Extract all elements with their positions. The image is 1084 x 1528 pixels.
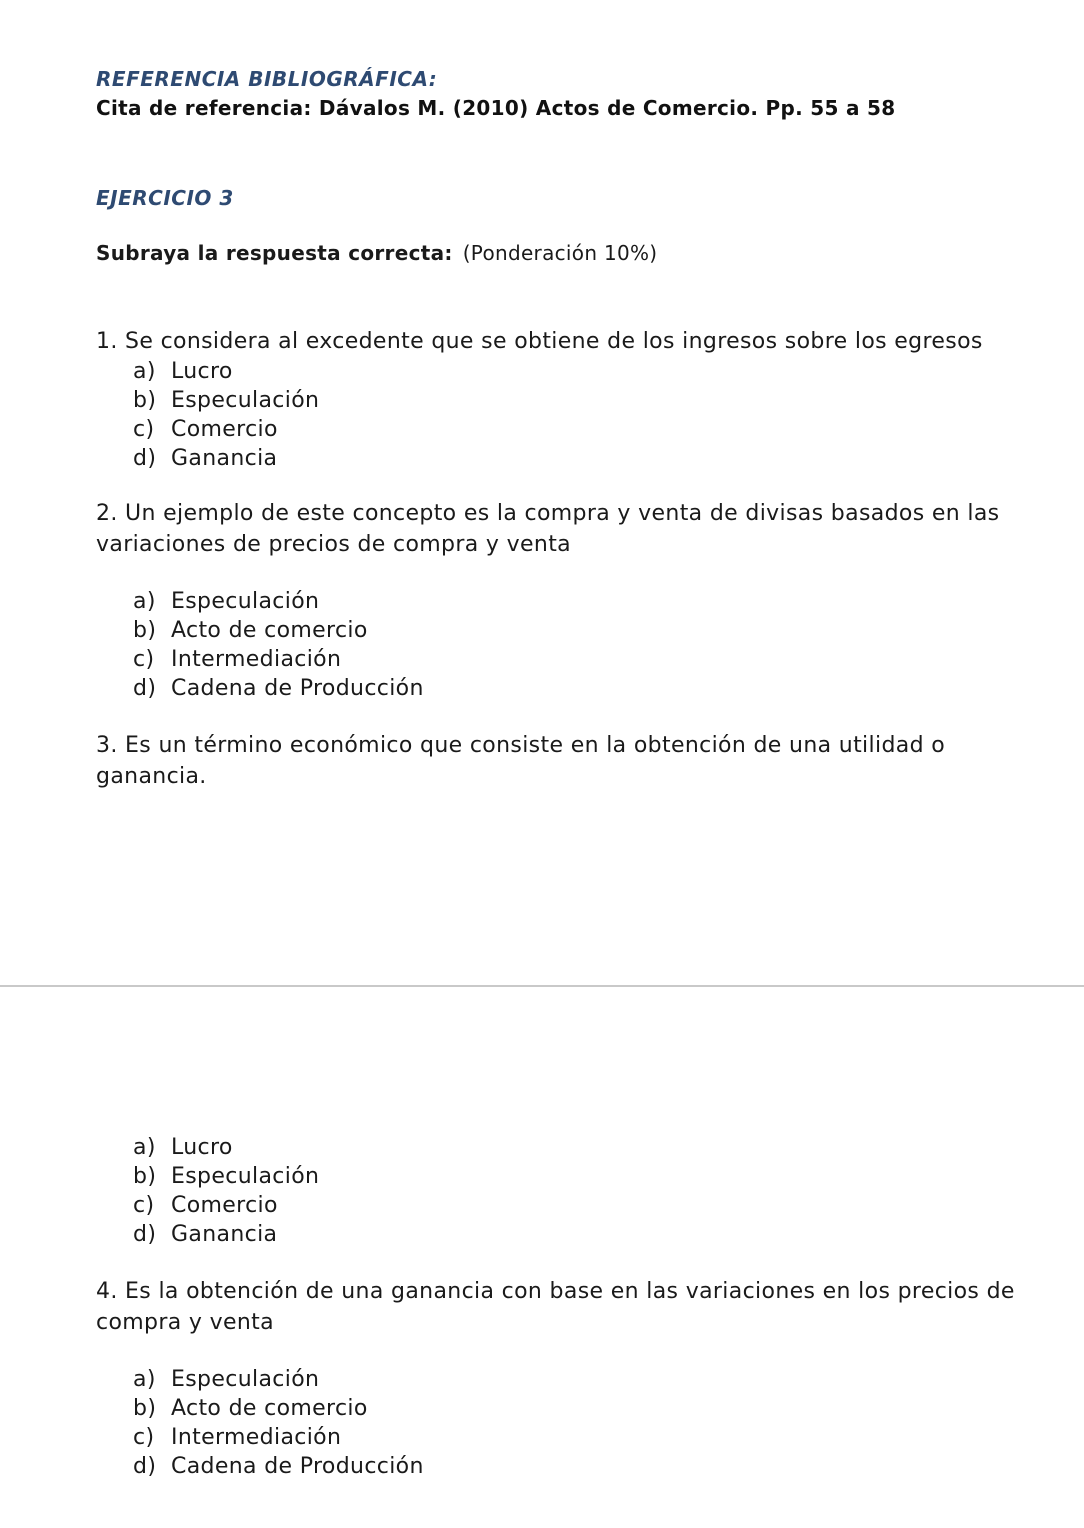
instruction-line <box>96 241 657 265</box>
option-label: Cadena de Producción <box>171 676 424 701</box>
option-letter: b) <box>133 1164 157 1189</box>
list-item[interactable] <box>133 386 319 415</box>
option-letter: c) <box>133 417 155 442</box>
option-letter: c) <box>133 1193 155 1218</box>
list-item[interactable] <box>133 1452 424 1481</box>
list-item[interactable] <box>133 415 319 444</box>
list-item[interactable] <box>133 674 424 703</box>
question-2-options <box>133 587 424 703</box>
list-item[interactable] <box>133 1365 424 1394</box>
question-2-text: 2. Un ejemplo de este concepto es la compra y venta de divisas basados en las variaciones de precios de compra y venta <box>96 501 1000 557</box>
option-letter: a) <box>133 589 156 614</box>
list-item[interactable] <box>133 1394 424 1423</box>
option-letter: a) <box>133 1367 156 1392</box>
option-letter: d) <box>133 1454 157 1479</box>
list-item[interactable] <box>133 1133 319 1162</box>
option-letter: a) <box>133 359 156 384</box>
question-1-text: 1. Se considera al excedente que se obtiene de los ingresos sobre los egresos <box>96 329 983 354</box>
list-item[interactable] <box>133 1191 319 1220</box>
reference-citation: Cita de referencia: Dávalos M. (2010) Actos de Comercio. Pp. 55 a 58 <box>96 96 896 120</box>
option-label: Intermediación <box>171 1425 342 1450</box>
option-label: Especulación <box>171 589 320 614</box>
exercise-heading: EJERCICIO 3 <box>96 186 234 210</box>
option-label: Comercio <box>171 1193 278 1218</box>
list-item[interactable] <box>133 444 319 473</box>
list-item[interactable] <box>133 357 319 386</box>
option-label: Ganancia <box>171 1222 278 1247</box>
option-letter: d) <box>133 676 157 701</box>
list-item[interactable] <box>133 1423 424 1452</box>
option-letter: b) <box>133 1396 157 1421</box>
list-item[interactable] <box>133 616 424 645</box>
list-item[interactable] <box>133 645 424 674</box>
option-label: Especulación <box>171 388 320 413</box>
reference-heading: REFERENCIA BIBLIOGRÁFICA: <box>96 67 438 91</box>
option-label: Lucro <box>171 1135 233 1160</box>
option-label: Acto de comercio <box>171 618 368 643</box>
list-item[interactable] <box>133 1220 319 1249</box>
instruction-text: Subraya la respuesta correcta: <box>96 241 453 265</box>
option-letter: a) <box>133 1135 156 1160</box>
question-4-options <box>133 1365 424 1481</box>
option-letter: c) <box>133 647 155 672</box>
option-letter: b) <box>133 618 157 643</box>
list-item[interactable] <box>133 1162 319 1191</box>
option-label: Especulación <box>171 1164 320 1189</box>
question-1-options <box>133 357 319 473</box>
option-letter: d) <box>133 446 157 471</box>
question-3-text: 3. Es un término económico que consiste en la obtención de una utilidad o ganancia. <box>96 733 946 789</box>
option-letter: c) <box>133 1425 155 1450</box>
option-label: Ganancia <box>171 446 278 471</box>
option-label: Lucro <box>171 359 233 384</box>
option-label: Acto de comercio <box>171 1396 368 1421</box>
option-label: Especulación <box>171 1367 320 1392</box>
option-letter: d) <box>133 1222 157 1247</box>
question-3-options <box>133 1133 319 1249</box>
question-4-text: 4. Es la obtención de una ganancia con base en las variaciones en los precios de compra y venta <box>96 1279 1015 1335</box>
option-label: Cadena de Producción <box>171 1454 424 1479</box>
option-label: Intermediación <box>171 647 342 672</box>
weight-text: (Ponderación 10%) <box>462 241 658 265</box>
option-letter: b) <box>133 388 157 413</box>
list-item[interactable] <box>133 587 424 616</box>
document-page-2 <box>0 987 1084 1528</box>
option-label: Comercio <box>171 417 278 442</box>
